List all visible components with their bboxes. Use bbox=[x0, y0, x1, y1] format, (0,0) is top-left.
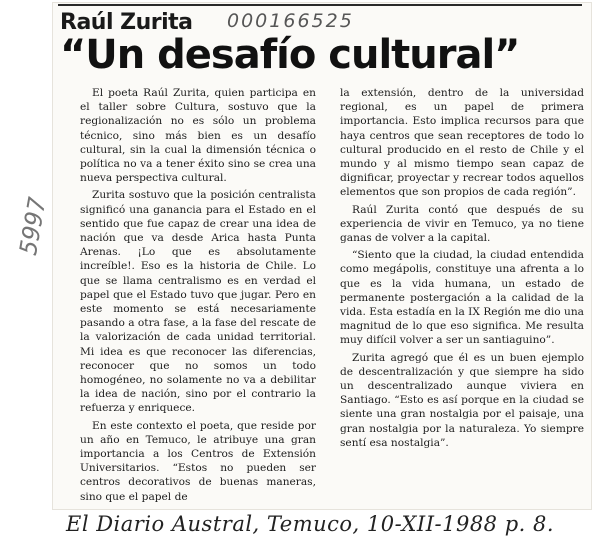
paragraph: El poeta Raúl Zurita, quien participa en el taller sobre Cultura, sostuvo que la regionalización no es sólo un problema técnico, sino más bien es un desafío cultural, sin la cual la dimensión técnica o política no va a tener éxito sino se crea una nueva perspectiva cultural. bbox=[80, 87, 316, 185]
paragraph: Zurita sostuvo que la posición centralista significó una ganancia para el Estado en el sentido que fue capaz de crear una idea de nación que va desde Arica hasta Punta Arenas. ¡Lo que es absolutamente increíble!. Eso es la historia de Chile. Lo que se llama centralismo es en verdad el papel que el Estado tuvo que jugar. Pero en este momento se está necesariamente pasando a otra fase, a la fase del rescate de la valorización de cada unidad territorial. Mi idea es que reconocer las diferencias, reconocer que no somos un todo homogéneo, no solamente no va a debilitar la idea de nación, sino por el contrario la refuerza y enriquece. bbox=[80, 189, 316, 415]
header-rule bbox=[58, 4, 582, 6]
article-author: Raúl Zurita bbox=[60, 10, 193, 35]
article-column-right bbox=[340, 86, 584, 453]
paragraph: “Siento que la ciudad, la ciudad entendida como megápolis, constituye una afrenta a lo que es la vida humana, un estado de permanente postergación a la calidad de la vida. Esta estadía en la IX Región me dio una magnitud de lo que eso significa. Me resulta muy difícil volver a ser un santiaguino”. bbox=[340, 249, 584, 347]
article-column-left bbox=[80, 86, 316, 507]
paragraph: En este contexto el poeta, que reside por un año en Temuco, le atribuye una gran importancia a los Centros de Extensión Universitarios. “Estos no pueden ser centros decorativos de buenas maneras, sino que el papel de bbox=[80, 419, 316, 503]
archive-number: 000166525 bbox=[227, 10, 354, 32]
paragraph: la extensión, dentro de la universidad regional, es un papel de primera importancia. Esto implica recursos para que haya centros que sean receptores de todo lo cultural producido en el resto de Chile y el mundo y al mismo tiempo sean capaz de dignificar, proyectar y recrear todos aquellos elementos que son propios de cada región”. bbox=[340, 87, 584, 199]
handwritten-source-note: El Diario Austral, Temuco, 10-XII-1988 p. 8. bbox=[66, 512, 555, 536]
paragraph: Raúl Zurita contó que después de su experiencia de vivir en Temuco, ya no tiene ganas de volver a la capital. bbox=[340, 203, 584, 245]
margin-handwritten-number: 5997 bbox=[14, 195, 52, 257]
paragraph: Zurita agregó que él es un buen ejemplo de descentralización y que siempre ha sido un descentralizado aunque viviera en Santiago. “Esto es así porque en la ciudad se siente una gran nostalgia por el paisaje, una gran nostalgia por la naturaleza. Yo siempre sentí esa nostalgia”. bbox=[340, 351, 584, 449]
article-headline: “Un desafío cultural” bbox=[60, 32, 520, 78]
